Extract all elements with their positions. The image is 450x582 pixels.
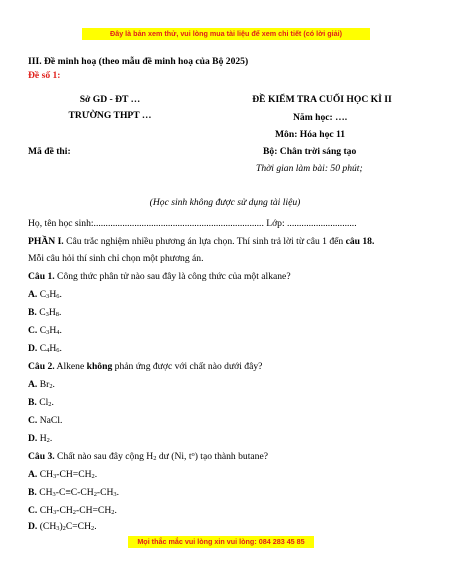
question-superscript: o — [191, 451, 195, 458]
formula-subscript: 6 — [56, 347, 60, 354]
question-text: Chất nào sau đây cộng H — [54, 451, 154, 462]
option-key: C. — [28, 325, 38, 336]
q1-option-c — [28, 325, 62, 337]
formula-subscript: 3 — [113, 491, 117, 498]
formula-part: . — [94, 521, 97, 532]
question-3 — [28, 451, 268, 463]
formula-part: CH — [39, 469, 54, 480]
part1-instructions-line2: Mỗi câu hỏi thí sinh chỉ chọn một phương án. — [28, 253, 204, 264]
q2-option-c — [28, 415, 62, 427]
formula-part: . — [51, 397, 54, 408]
q2-option-a — [28, 379, 55, 391]
formula-part: . — [116, 487, 120, 498]
formula-part: . — [59, 325, 62, 336]
formula-subscript: 2 — [93, 491, 97, 498]
part1-heading — [28, 236, 374, 248]
formula-part: . — [52, 379, 55, 390]
school-name: TRƯỜNG THPT … — [68, 110, 152, 121]
formula-part: C — [39, 325, 47, 336]
formula-part: . — [49, 433, 53, 444]
option-key: A. — [28, 379, 38, 390]
formula-part: Cl — [39, 397, 49, 408]
question-emphasis: không — [86, 361, 113, 372]
textbook-series: Bộ: Chân trời sáng tạo — [263, 146, 357, 157]
part1-label: PHẦN I. — [28, 236, 64, 247]
formula-subscript: 2 — [72, 509, 76, 516]
exam-number: Đề số 1: — [28, 70, 61, 81]
formula-part: . — [58, 307, 62, 318]
student-info-line: Họ, tên học sinh:....................................................................... Lớp: ............................. — [28, 218, 357, 229]
formula-subscript: 2 — [111, 509, 115, 516]
q1-option-b — [28, 307, 61, 319]
contact-footer: Mọi thắc mắc vui lòng xin vui lòng: 084 283 45 85 — [128, 536, 314, 548]
formula-subscript: 2 — [91, 525, 95, 532]
formula-subscript: 6 — [56, 293, 60, 300]
formula-part: C — [39, 289, 47, 300]
formula-part: CH — [39, 505, 54, 516]
question-text: dư (Ni, t — [156, 451, 192, 462]
school-year: Năm học: …. — [293, 112, 348, 123]
formula-subscript: 2 — [48, 401, 52, 408]
formula-part: -CH=CH — [76, 505, 112, 516]
formula-subscript: 3 — [46, 293, 50, 300]
q1-option-d — [28, 343, 62, 355]
q2-option-d — [28, 433, 52, 445]
option-key: B. — [28, 487, 37, 498]
formula-part: H — [49, 343, 57, 354]
formula-subscript: 3 — [53, 473, 57, 480]
option-key: D. — [28, 521, 38, 532]
formula-part: H — [49, 289, 57, 300]
formula-subscript: 3 — [52, 491, 56, 498]
option-key: C. — [28, 505, 38, 516]
question-text: Alkene — [54, 361, 87, 372]
q3-option-a — [28, 469, 97, 481]
formula-part: Br — [39, 379, 50, 390]
option-key: C. — [28, 415, 38, 426]
question-label: Câu 2. — [28, 361, 55, 372]
q3-option-d — [28, 521, 97, 533]
formula-part: C — [39, 343, 47, 354]
q3-option-c — [28, 505, 117, 517]
question-text: Công thức phân tử nào sau đây là công thức của một alkane? — [54, 271, 291, 282]
formula-subscript: 4 — [46, 347, 50, 354]
formula-subscript: 2 — [49, 383, 53, 390]
option-key: B. — [28, 397, 37, 408]
formula-part: . — [59, 289, 62, 300]
formula-part: CH — [39, 487, 53, 498]
formula-subscript: 3 — [56, 525, 60, 532]
time-limit: Thời gian làm bài: 50 phút; — [256, 163, 363, 174]
formula-part: . — [60, 415, 63, 426]
formula-part: -CH=CH — [56, 469, 92, 480]
formula-part: NaCl — [39, 415, 60, 426]
question-2 — [28, 361, 262, 373]
exam-code-label: Mã đề thi: — [28, 146, 71, 157]
formula-subscript: 4 — [56, 329, 60, 336]
formula-subscript: 2 — [62, 525, 66, 532]
exam-note: (Học sinh không được sử dụng tài liệu) — [149, 197, 301, 208]
section-title: III. Đề minh hoạ (theo mẫu đề minh hoạ của Bộ 2025) — [28, 56, 249, 67]
formula-subscript: 2 — [91, 473, 95, 480]
formula-subscript: 3 — [45, 311, 49, 318]
formula-part: H — [39, 433, 47, 444]
dept-name: Sở GD - ĐT … — [79, 94, 141, 105]
subject: Môn: Hóa học 11 — [275, 129, 346, 140]
question-text: phản ứng được với chất nào dưới đây? — [112, 361, 263, 372]
formula-part: H — [48, 307, 56, 318]
option-key: B. — [28, 307, 37, 318]
formula-part: -CH — [96, 487, 114, 498]
part1-range-end: câu 18. — [345, 236, 375, 247]
option-key: A. — [28, 469, 38, 480]
exam-title: ĐỀ KIỂM TRA CUỐI HỌC KÌ II — [252, 94, 392, 105]
question-label: Câu 3. — [28, 451, 55, 462]
formula-part: ) — [59, 521, 63, 532]
preview-banner: Đây là bản xem thử, vui lòng mua tài liệu để xem chi tiết (có lời giải) — [82, 28, 370, 40]
formula-part: . — [59, 343, 62, 354]
question-text: ) tạo thành butane? — [194, 451, 268, 462]
option-key: A. — [28, 289, 38, 300]
formula-part: -CH — [56, 505, 73, 516]
question-label: Câu 1. — [28, 271, 55, 282]
formula-subscript: 8 — [55, 311, 59, 318]
formula-part: . — [114, 505, 117, 516]
option-key: D. — [28, 343, 38, 354]
q2-option-b — [28, 397, 54, 409]
formula-part: (CH — [39, 521, 57, 532]
formula-part: . — [94, 469, 98, 480]
question-1 — [28, 271, 291, 283]
q3-option-b — [28, 487, 119, 499]
formula-subscript: 3 — [46, 329, 50, 336]
formula-part: C=CH — [65, 521, 92, 532]
option-key: D. — [28, 433, 38, 444]
formula-part: H — [49, 325, 57, 336]
formula-part: -C≡C-CH — [55, 487, 94, 498]
question-subscript: 2 — [153, 455, 157, 462]
q1-option-a — [28, 289, 62, 301]
part1-instructions: Câu trắc nghiệm nhiều phương án lựa chọn. Thí sinh trả lời từ câu 1 đến — [63, 236, 346, 247]
formula-subscript: 2 — [46, 437, 50, 444]
formula-part: C — [39, 307, 46, 318]
formula-subscript: 3 — [53, 509, 57, 516]
